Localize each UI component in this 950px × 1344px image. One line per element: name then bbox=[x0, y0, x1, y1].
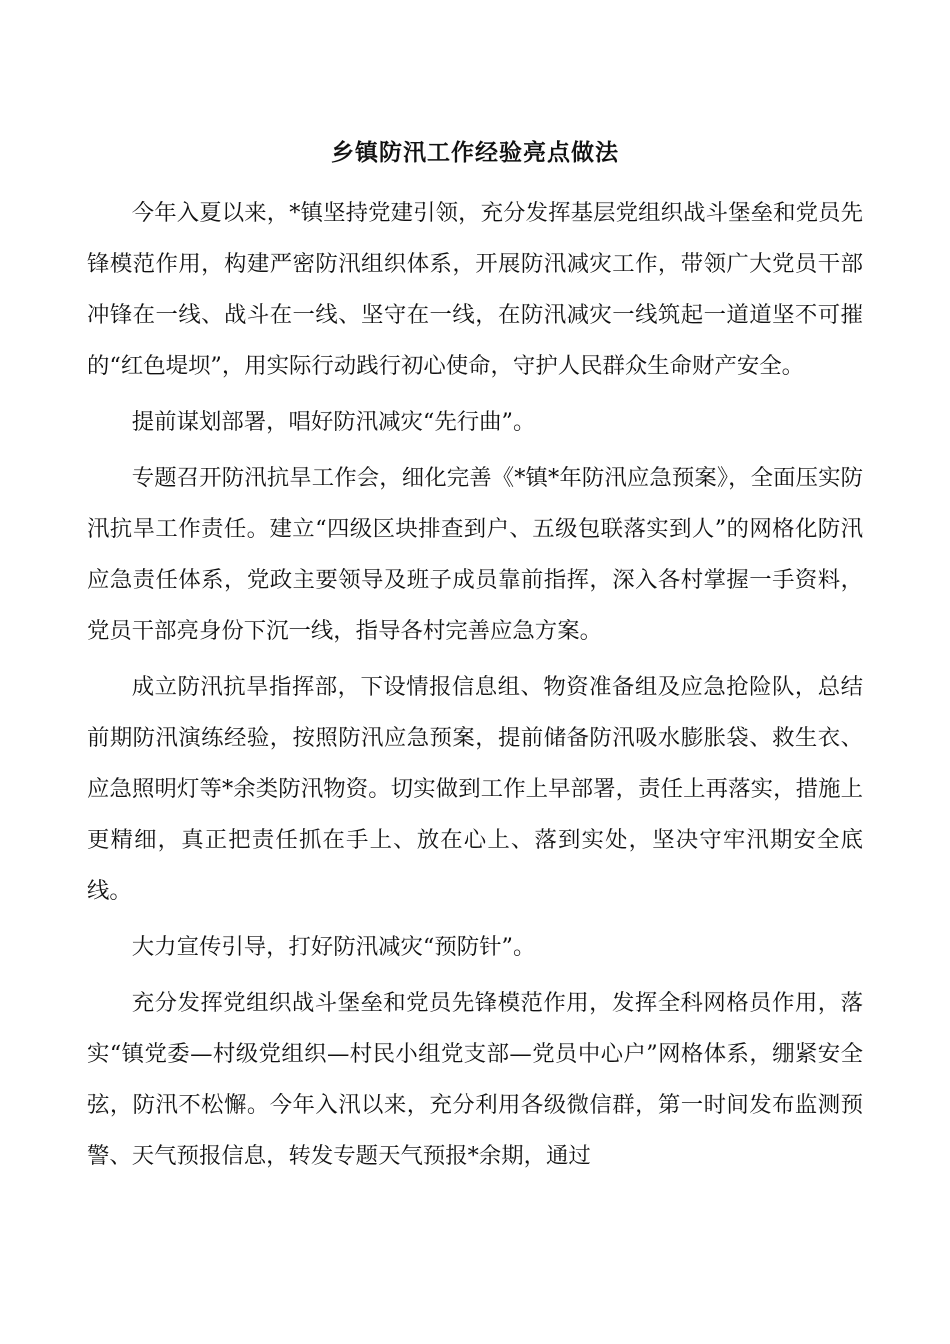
section-heading-planning: 提前谋划部署，唱好防汛减灾“先行曲”。 bbox=[131, 409, 536, 435]
paragraph-command-center: 成立防汛抗旱指挥部，下设情报信息组、物资准备组及应急抢险队，总结前期防汛演练经验，按照防汛应急预案，提前储备防汛吸水膨胀袋、救生衣、应急照明灯等*余类防汛物资。切实做到工作上早部署，责任上再落实，措施上更精细，真正把责任抓在手上、放在心上、落到实处，坚决守牢汛期安全底线。 bbox=[87, 674, 863, 904]
paragraph-planning-meeting: 专题召开防汛抗旱工作会，细化完善《*镇*年防汛应急预案》，全面压实防汛抗旱工作责任。建立“四级区块排查到户、五级包联落实到人”的网格化防汛应急责任体系，党政主要领导及班子成员靠前指挥，深入各村掌握一手资料，党员干部亮身份下沉一线，指导各村完善应急方案。 bbox=[87, 465, 863, 644]
document-title: 乡镇防汛工作经验亮点做法 bbox=[331, 140, 619, 166]
document-page bbox=[87, 138, 863, 1182]
paragraph-intro: 今年入夏以来，*镇坚持党建引领，充分发挥基层党组织战斗堡垒和党员先锋模范作用，构建严密防汛组织体系，开展防汛减灾工作，带领广大党员干部冲锋在一线、战斗在一线、坚守在一线，在防汛减灾一线筑起一道道坚不可摧的“红色堤坝”，用实际行动践行初心使命，守护人民群众生命财产安全。 bbox=[87, 200, 863, 379]
section-heading-publicity: 大力宣传引导，打好防汛减灾“预防针”。 bbox=[131, 934, 536, 960]
paragraph-publicity: 充分发挥党组织战斗堡垒和党员先锋模范作用，发挥全科网格员作用，落实“镇党委—村级党组织—村民小组党支部—党员中心户”网格体系，绷紧安全弦，防汛不松懈。今年入汛以来，充分利用各级微信群，第一时间发布监测预警、天气预报信息，转发专题天气预报*余期，通过 bbox=[87, 990, 863, 1169]
